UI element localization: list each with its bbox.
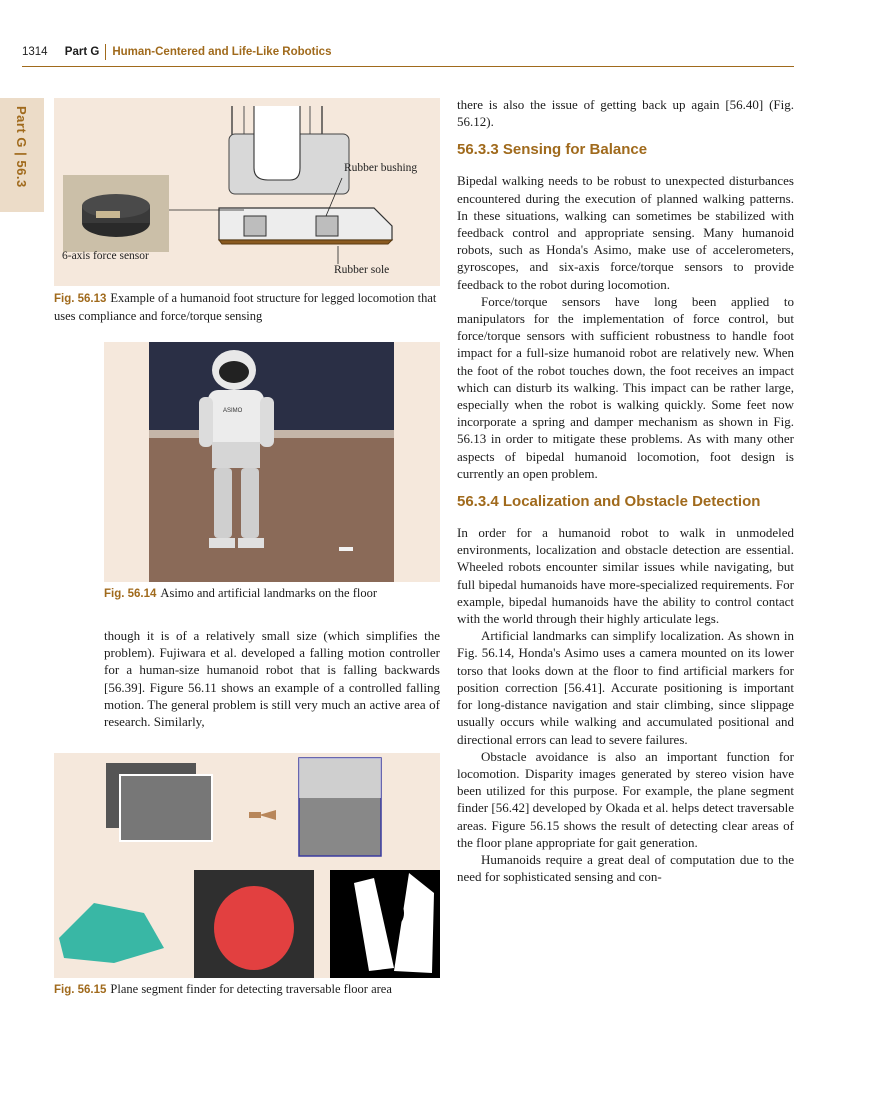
asimo-logo: ASIMO [223,408,243,414]
asimo-photo [104,342,440,582]
figure-foot-structure [54,98,440,286]
figure-13-number: Fig. 56.13 [54,293,107,305]
side-tab: Part G | 56.3 [0,98,44,212]
page-number: 1314 [22,46,48,59]
label-rubber-sole: Rubber sole [334,264,390,276]
part-title: Human-Centered and Life-Like Robotics [112,46,332,59]
part-label: Part G [64,46,100,59]
paragraph-balance-2: Force/torque sensors have long been applied to manipulators for the implementation of force control, but force/torque sensors with sufficient robustness to handle foot impact for a full-size humanoid robot are relatively new. When the foot of the robot touches down, the foot receives an impact which can disturb its walking. This impact can be rather large, especially when the robot is walking quickly. Some feet now incorporate a spring and damper mechanism as shown in Fig. 56.13 in order to mitigate these problems. As with many other aspects of bipedal humanoid locomotion, foot design is currently an open problem. [457,293,794,481]
running-header [22,44,331,60]
left-column-text: though it is of a relatively small size (which simplifies the problem). Fujiwara et al. developed a falling motion controller for a human-size humanoid robot that is falling backwards [56.39]. Figure 56.11 shows an example of a controlled falling motion. The general problem is still very much an active area of research. Similarly, [104,628,440,730]
label-rubber-bushing: Rubber bushing [344,162,418,174]
section-heading-balance: 56.3.3 Sensing for Balance [457,141,648,159]
figure-15-caption: Fig. 56.15 Plane segment finder for detecting traversable floor area [54,982,392,996]
figure-15-number: Fig. 56.15 [54,984,107,996]
paragraph-localization-2: Artificial landmarks can simplify localization. As shown in Fig. 56.14, Honda's Asimo uses a camera mounted on its lower torso that looks down at the floor to find artificial markers for position correction [56.41]. Accurate positioning is important for long-distance navigation and stair climbing, since slippage usually occurs while walking and accumulated positional and directional errors can lead to severe failures. [457,628,794,747]
label-force-sensor: 6-axis force sensor [62,250,149,262]
section-heading-localization: 56.3.4 Localization and Obstacle Detection [457,493,761,511]
intro-paragraph: there is also the issue of getting back up again [56.40] (Fig. 56.12). [457,97,794,130]
figure-asimo [104,342,440,582]
header-rule [22,66,794,67]
figure-14-caption: Fig. 56.14 Asimo and artificial landmarks on the floor [104,586,378,600]
header-divider [105,44,106,60]
right-column [457,96,794,885]
plane-segment-images [54,753,440,978]
paragraph-localization-4: Humanoids require a great deal of computation due to the need for sophisticated sensing and con- [457,851,794,885]
paragraph-localization-3: Obstacle avoidance is also an important function for locomotion. Disparity images generated by stereo vision have been utilized for this purpose. For example, the plane segment finder [56.42] developed by Okada et al. helps detect traversable areas. Figure 56.15 shows the result of detecting clear areas of the floor plane appropriate for gait generation. [457,748,794,850]
paragraph-localization-1: In order for a humanoid robot to walk in unmodeled environments, localization and obstacle detection are essential. Wheeled robots encounter similar issues while navigating, but full bipedal humanoids have more-specialized requirements. For example, bipedal humanoids have the ability to control contact with the world through their highly articulate legs. [457,525,794,627]
figure-13-caption: Fig. 56.13 Example of a humanoid foot structure for legged locomotion that uses compliance and force/torque sensing [54,291,437,323]
paragraph-balance-1: Bipedal walking needs to be robust to unexpected disturbances encountered during the execution of planned walking patterns. In these situations, walking can sometimes be stabilized with feedback control and appropriate sensing. Many humanoid robots, such as Honda's Asimo, make use of accelerometers, gyroscopes, and six-axis force/torque sensors to provide feedback to the robot during locomotion. [457,173,794,292]
figure-14-number: Fig. 56.14 [104,588,157,600]
figure-plane-segment [54,753,440,978]
